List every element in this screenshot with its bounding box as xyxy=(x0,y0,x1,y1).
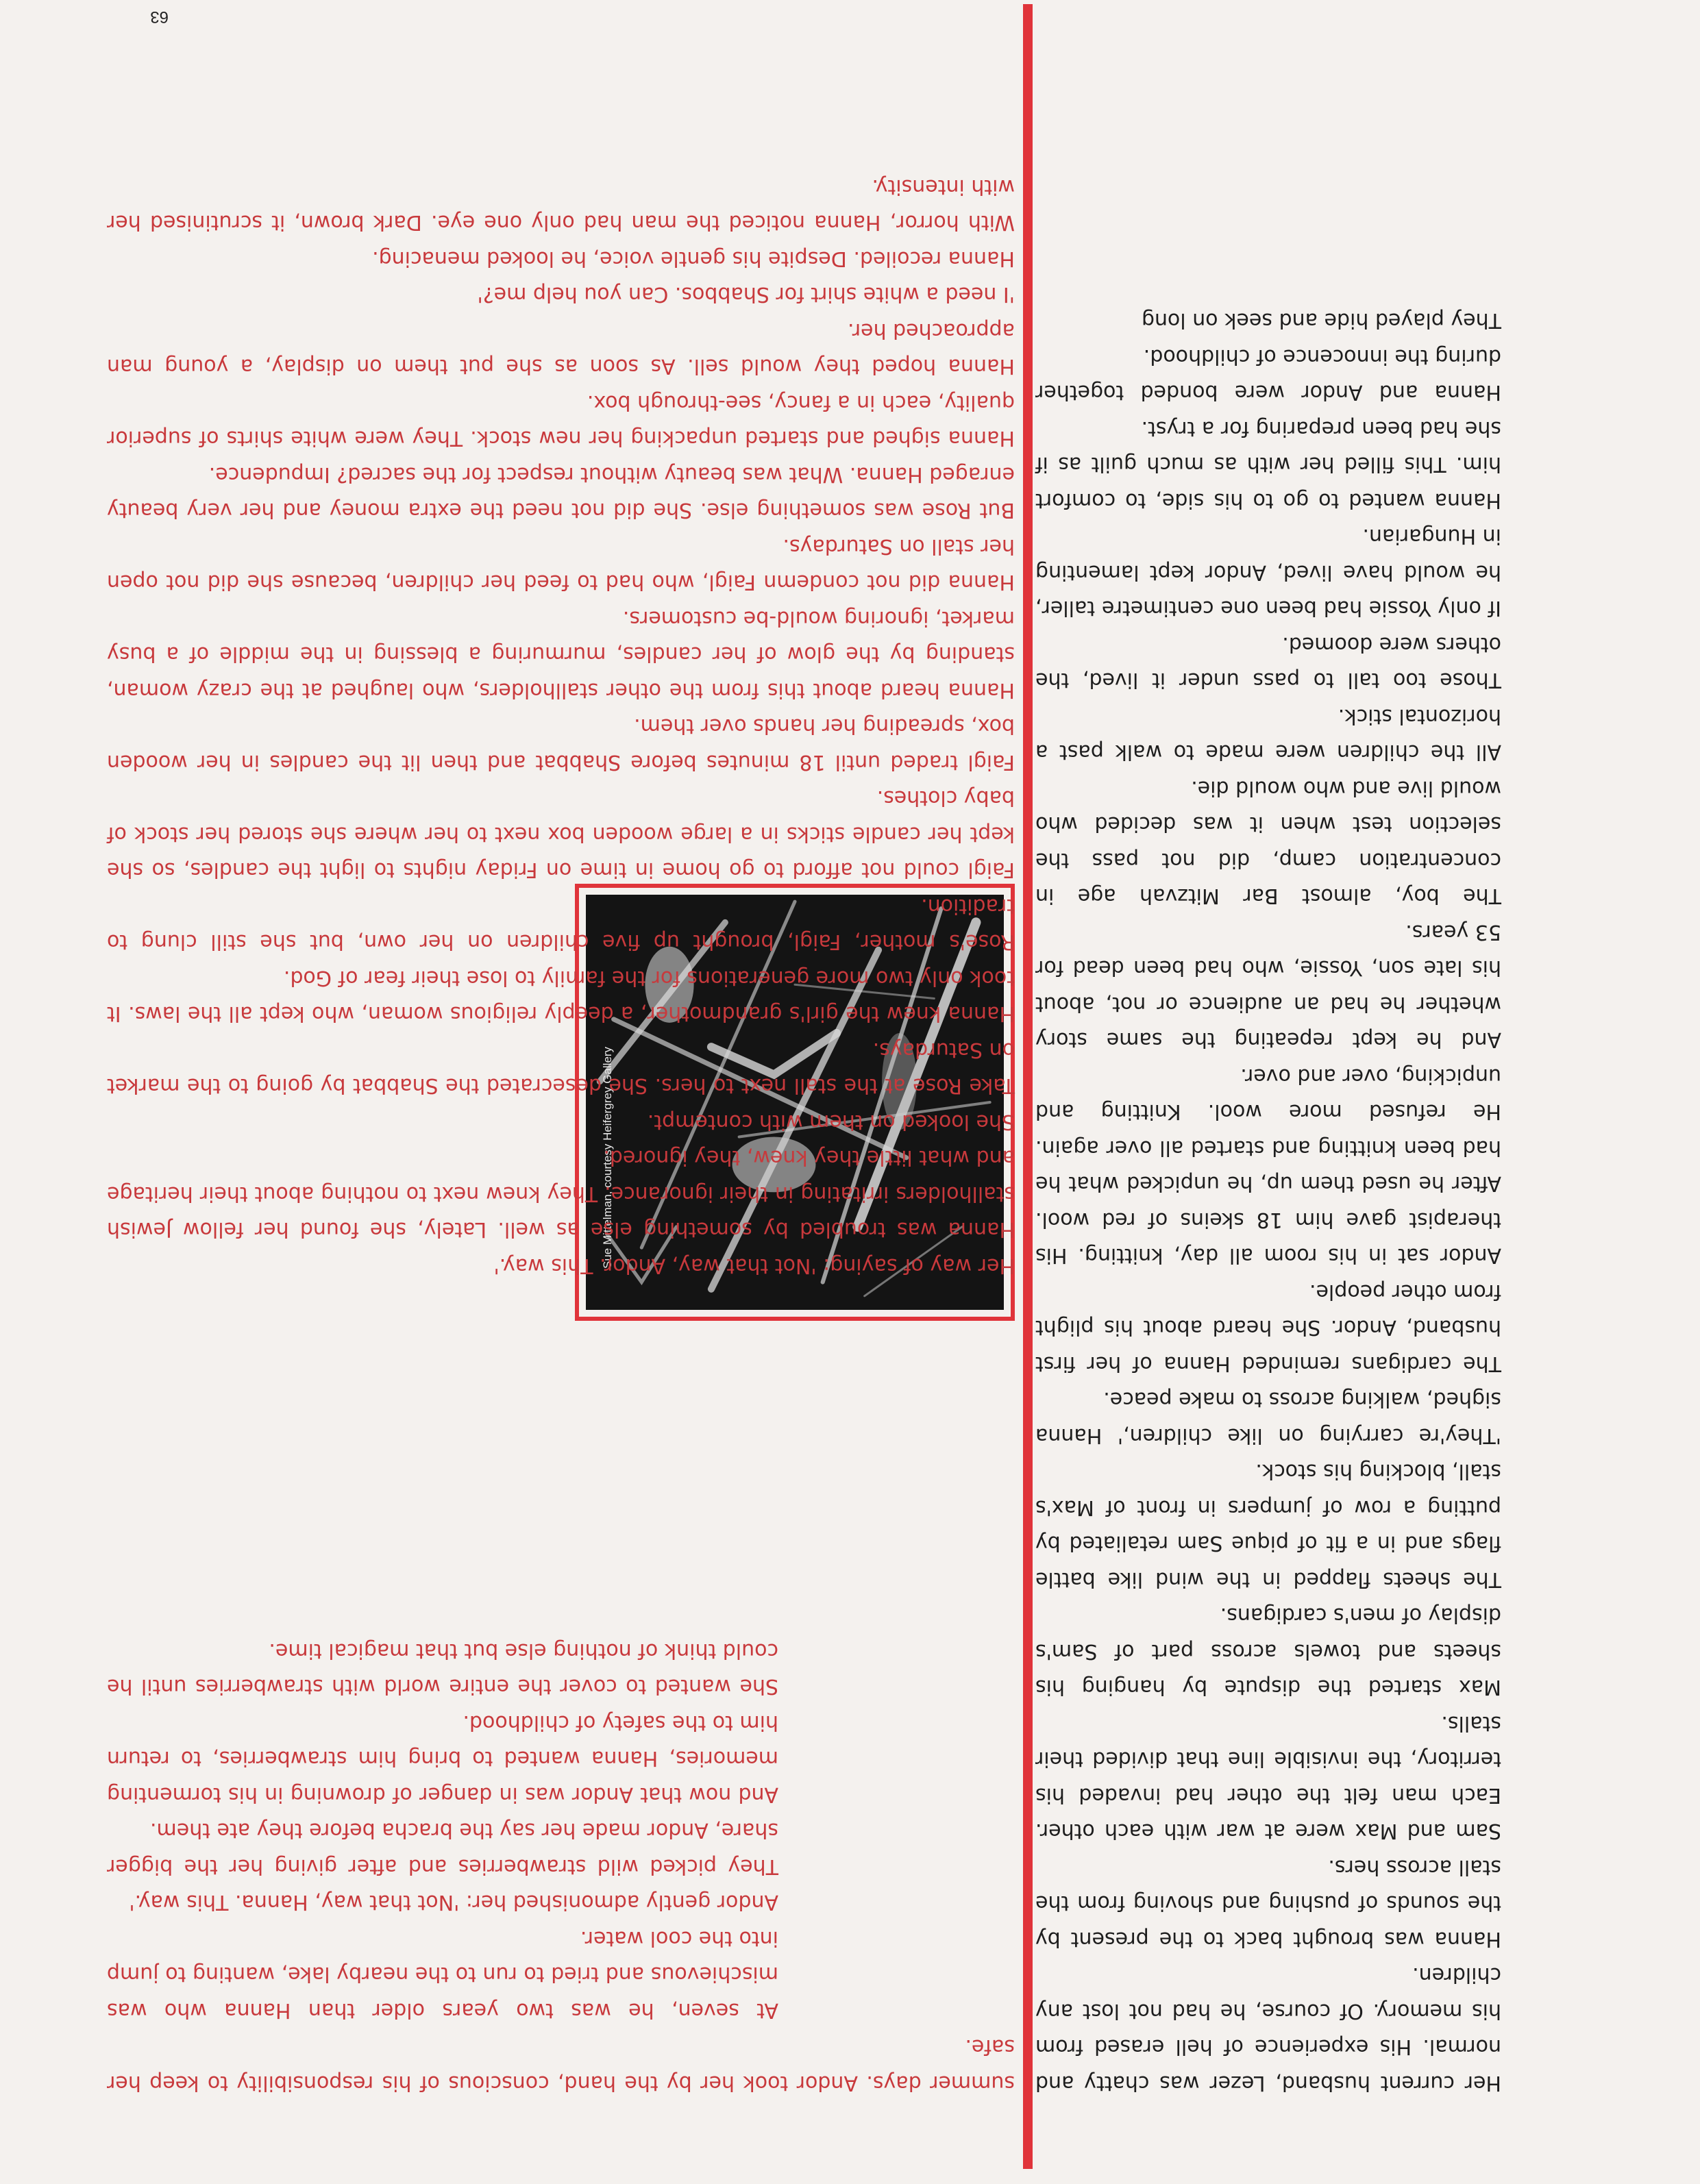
paragraph: Max started the dispute by hanging his sheets and towels across part of Sam's display of men's cardigans. xyxy=(1035,1603,1501,1700)
paragraph: Hanna heard about this from the other stallholders, who laughed at the crazy woman, standing by the glow of her candles, murmuring a blessing in the middle of a busy market, ignoring would-be customers. xyxy=(107,606,1015,702)
paragraph: Andor sat in his room all day, knitting. His therapist gave him 18 skeins of red wool. After he used them up, he unpicked what he had been knitting and started all over again. He refused more wool. Knitting and unpicking, over and over. xyxy=(1035,1064,1501,1268)
paragraph: summer days. Andor took her by the hand, conscious of his responsibility to keep her safe. xyxy=(107,2035,1015,2095)
image-credit: Sue Mittelman, courtesy Heifergrey Gallery xyxy=(601,1046,614,1269)
paragraph: The cardigans reminded Hanna of her first husband, Andor. She heard about his plight from other people. xyxy=(1035,1280,1501,1376)
paragraph: Faigl traded until 18 minutes before Shabbat and then lit the candles in her wooden box, spreading her hands over them. xyxy=(107,714,1015,774)
paragraph: With horror, Hanna noticed the man had only one eye. Dark brown, it scrutinised her with intensity. xyxy=(107,175,1015,235)
page-number: 63 xyxy=(150,8,169,26)
paragraph: Hanna hoped they would sell. As soon as she put them on display, a young man approached her. xyxy=(107,319,1015,379)
paragraph: The boy, almost Bar Mitzvah age in concentration camp, did not pass the selection test when it was decided who would live and who would die. xyxy=(1035,776,1501,908)
paragraph: But Rose was something else. She did not need the extra money and her very beauty enraged Hanna. What was beauty without respect for the sacred? Impudence. xyxy=(107,462,1015,523)
red-column-rule xyxy=(1023,4,1033,2169)
paragraph: She looked on them with contempt. xyxy=(647,1110,1015,1134)
paragraph: They picked wild strawberries and after giving her the bigger share, Andor made her say the bracha before they ate them. xyxy=(107,1818,778,1878)
paragraph: 'I need a white shirt for Shabbos. Can you help me?' xyxy=(477,282,1015,307)
paragraph: And now that Andor was in danger of drowning in his tormenting memories, Hanna wanted to bring him strawberries, to return him to the safety of childhood. xyxy=(107,1711,778,1807)
paragraph: If only Yossie had been one centimetre taller, he would have lived, Andor kept lamenting in Hungarian. xyxy=(1035,524,1501,621)
story-column-right-bottom xyxy=(107,169,1015,1284)
paragraph: Take Rose at the stall next to hers. She desecrated the Shabbat by going to the market on Saturdays. xyxy=(107,1038,1015,1098)
paragraph: Hanna wanted to go to his side, to comfort him. This filled her with as much guilt as if she had been preparing for a tryst. xyxy=(1035,417,1501,512)
paragraph: Hanna was troubled by something else as well. Lately, she found her fellow Jewish stallholders irritating in their ignorance. They knew next to nothing about their heritage and what little they knew, they ignored. xyxy=(107,1145,1015,1242)
paragraph: Hanna was brought back to the present by the sounds of pushing and shoving from the stall across hers. xyxy=(1035,1855,1501,1951)
paragraph: Hanna and Andor were bonded together during the innocence of childhood. xyxy=(1035,345,1501,405)
paragraph: Hanna sighed and started unpacking her new stock. They were white shirts of superior quality, each in a fancy, see-through box. xyxy=(107,390,1015,451)
paragraph: Sam and Max were at war with each other. Each man felt the other had invaded his territory, the invisible line that divided their stalls. xyxy=(1035,1711,1501,1844)
paragraph: All the children were made to walk past a horizontal stick. xyxy=(1035,704,1501,765)
story-column-right-beside-image xyxy=(107,1633,778,2028)
paragraph: Rose's mother, Faigl, brought up five children on her own, but she still clung to tradition. xyxy=(107,894,1015,954)
paragraph: Hanna did not condemn Faigl, who had to feed her children, because she did not open her stall on Saturdays. xyxy=(107,534,1015,595)
paragraph: Her current husband, Lezer was chatty and normal. His experience of hell erased from his memory. Of course, he had not lost any children. xyxy=(1035,1963,1501,2095)
paragraph: She wanted to cover the entire world with strawberries until he could think of nothing else but that magical time. xyxy=(107,1639,778,1699)
paragraph: And he kept repeating the same story whether he had an audience or not, about his late son, Yossie, who had been dead for 53 years. xyxy=(1035,920,1501,1052)
story-column-left xyxy=(1035,302,1501,2100)
paragraph: Andor gently admonished her: 'Not that way, Hanna. This way.' xyxy=(129,1890,778,1915)
paragraph: Hanna knew the girl's grandmother, a deeply religious woman, who kept all the laws. It took only two more generations for the family to lose their fear of God. xyxy=(107,966,1015,1026)
paragraph: Faigl could not afford to go home in time on Friday nights to light the candles, so she kept her candle sticks in a large wooden box next to her where she stored her stock of baby clothes. xyxy=(107,786,1015,882)
paragraph: Those too tall to pass under it lived, the others were doomed. xyxy=(1035,632,1501,693)
paragraph: They played hide and seek on long xyxy=(1141,308,1501,333)
paragraph: Hanna recoiled. Despite his gentle voice, he looked menacing. xyxy=(372,247,1015,271)
paragraph: Her way of saying: 'Not that way, Andor. This way.' xyxy=(493,1254,1015,1278)
paragraph: The sheets flapped in the wind like battle flags and in a fit of pique Sam retaliated by putting a row of jumpers in front of Max's stall, blocking his stock. xyxy=(1035,1459,1501,1591)
paragraph: At seven, he was two years older than Hanna who was mischievous and tried to run to the nearby lake, wanting to jump into the cool water. xyxy=(107,1926,778,2022)
story-column-right-top xyxy=(107,2028,1015,2100)
paragraph: 'They're carrying on like children,' Hanna sighed, walking across to make peace. xyxy=(1035,1387,1501,1448)
